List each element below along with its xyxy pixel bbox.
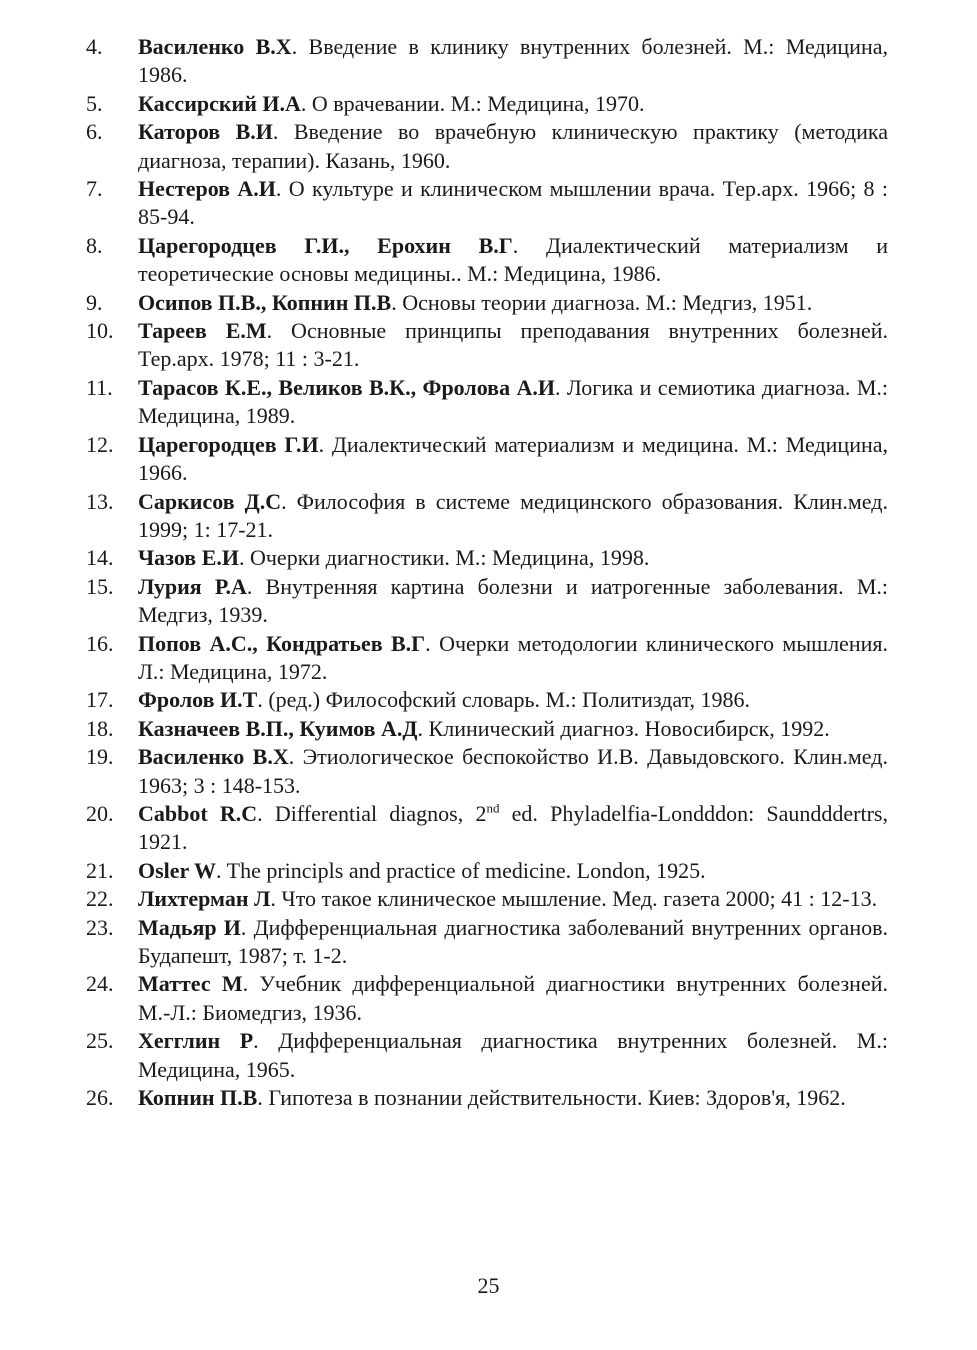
reference-item: [86, 118, 888, 175]
reference-authors: Казначеев В.П., Куимов А.Д: [138, 715, 418, 741]
reference-authors: Маттес М: [138, 971, 243, 997]
reference-item: [86, 544, 888, 572]
reference-text: . О врачевании. М.: Медицина, 1970.: [300, 90, 645, 116]
reference-number: 26.: [86, 1085, 114, 1111]
reference-number: 25.: [86, 1028, 114, 1054]
reference-number: 16.: [86, 630, 114, 656]
reference-number: 24.: [86, 971, 114, 997]
reference-authors: Мадьяр И: [138, 914, 241, 940]
reference-text: . Основные принципы преподавания внутренних болезней. Тер.арх. 1978; 11 : 3-21.: [138, 318, 889, 372]
reference-authors: Нестеров А.И: [138, 176, 276, 202]
reference-authors: Василенко В.Х: [138, 34, 292, 59]
reference-text: . Философия в системе медицинского образования. Клин.мед. 1999; 1: 17-21.: [138, 488, 888, 542]
reference-item: [86, 289, 888, 317]
reference-text: . Логика и семиотика диагноза. М.: Медицина, 1989.: [138, 374, 888, 429]
reference-authors: Тарасов К.Е., Великов В.К., Фролова А.И: [138, 374, 555, 400]
reference-number: 10.: [86, 318, 114, 344]
reference-item: [86, 431, 888, 488]
reference-number: 9.: [86, 289, 103, 315]
reference-text: . Диалектический материализм и теоретические основы медицины.. М.: Медицина, 1986.: [138, 232, 888, 287]
reference-text: . Введение в клинику внутренних болезней. М.: Медицина, 1986.: [138, 34, 888, 88]
reference-authors: Кассирский И.А: [138, 90, 301, 116]
reference-item: [86, 885, 888, 913]
superscript-ordinal: nd: [486, 800, 500, 816]
reference-number: 11.: [86, 374, 113, 400]
reference-number: 6.: [86, 119, 103, 145]
reference-number: 23.: [86, 914, 114, 940]
reference-authors: Копнин П.В: [138, 1085, 258, 1111]
reference-number: 14.: [86, 545, 114, 571]
reference-number: 19.: [86, 744, 114, 770]
reference-number: 4.: [86, 34, 103, 59]
reference-text: . Очерки методологии клинического мышления. Л.: Медицина, 1972.: [138, 630, 888, 684]
reference-item: [86, 686, 888, 714]
reference-authors: Osler W: [138, 857, 217, 883]
reference-text: . Дифференциальная диагностика заболеваний внутренних органов. Будапешт, 1987; т. 1-2.: [138, 914, 888, 968]
reference-number: 22.: [86, 886, 114, 912]
reference-authors: Cabbot R.C: [138, 800, 258, 826]
reference-text: . (ред.) Философский словарь. М.: Политиздат, 1986.: [257, 687, 751, 713]
reference-number: 17.: [86, 687, 114, 713]
reference-item: [86, 175, 888, 232]
reference-item: [86, 33, 888, 90]
reference-text: . Очерки диагностики. М.: Медицина, 1998.: [238, 545, 650, 571]
reference-number: 7.: [86, 176, 103, 202]
reference-item: [86, 800, 888, 857]
reference-number: 15.: [86, 573, 114, 599]
reference-authors: Царегородцев Г.И: [138, 431, 319, 457]
reference-text: . Внутренняя картина болезни и иатрогенные заболевания. М.: Медгиз, 1939.: [138, 573, 889, 628]
reference-text: . Гипотеза в познании действительности. Киев: Здоров'я, 1962.: [257, 1085, 846, 1111]
reference-authors: Тареев Е.М: [138, 318, 267, 344]
reference-authors: Лурия Р.А: [138, 573, 247, 599]
reference-number: 21.: [86, 857, 114, 883]
reference-text: . О культуре и клиническом мышлении врача. Тер.арх. 1966; 8 : 85-94.: [138, 176, 888, 230]
reference-authors: Царегородцев Г.И., Ерохин В.Г: [138, 232, 513, 258]
reference-item: [86, 743, 888, 800]
reference-item: [86, 573, 888, 630]
reference-authors: Лихтерман Л: [138, 886, 271, 912]
reference-item: [86, 1084, 888, 1112]
reference-text: . Учебник дифференциальной диагностики внутренних болезней. М.-Л.: Биомедгиз, 1936.: [138, 971, 888, 1025]
reference-number: 12.: [86, 431, 114, 457]
reference-text: . Диалектический материализм и медицина. М.: Медицина, 1966.: [138, 431, 888, 486]
reference-number: 8.: [86, 232, 103, 258]
reference-authors: Василенко В.Х: [138, 744, 289, 770]
reference-list: [86, 33, 888, 1112]
reference-text: . Дифференциальная диагностика внутренних болезней. М.: Медицина, 1965.: [138, 1028, 888, 1082]
reference-item: [86, 857, 888, 885]
reference-text: . The principls and practice of medicine. London, 1925.: [216, 857, 706, 883]
reference-number: 13.: [86, 488, 114, 514]
reference-text: . Что такое клиническое мышление. Мед. газета 2000; 41 : 12-13.: [270, 886, 878, 912]
reference-number: 18.: [86, 715, 114, 741]
reference-text-continued: ed. Phyladelfia-Londddon: Saundddertrs, 1921.: [138, 800, 888, 855]
reference-text: . Клинический диагноз. Новосибирск, 1992.: [417, 715, 830, 741]
reference-item: [86, 914, 888, 971]
reference-item: [86, 715, 888, 743]
reference-item: [86, 232, 888, 289]
reference-text: . Differential diagnos, 2: [257, 800, 487, 826]
reference-authors: Саркисов Д.С: [138, 488, 282, 514]
reference-authors: Попов А.С., Кондратьев В.Г: [138, 630, 426, 656]
reference-item: [86, 90, 888, 118]
reference-item: [86, 317, 888, 374]
reference-item: [86, 374, 888, 431]
reference-item: [86, 488, 888, 545]
reference-authors: Фролов И.Т: [138, 687, 258, 713]
reference-authors: Осипов П.В., Копнин П.В: [138, 289, 392, 315]
reference-number: 5.: [86, 90, 103, 116]
reference-authors: Чазов Е.И: [138, 545, 239, 571]
reference-item: [86, 1027, 888, 1084]
reference-text: . Основы теории диагноза. М.: Медгиз, 1951.: [391, 289, 813, 315]
reference-authors: Хегглин Р: [138, 1028, 254, 1054]
reference-number: 20.: [86, 800, 114, 826]
reference-item: [86, 970, 888, 1027]
reference-authors: Каторов В.И: [138, 119, 273, 145]
reference-text: . Введение во врачебную клиническую практику (методика диагноза, терапии). Казань, 1960.: [138, 119, 888, 173]
reference-item: [86, 630, 888, 687]
page-number: 25: [477, 1273, 500, 1298]
reference-text: . Этиологическое беспокойство И.В. Давыдовского. Клин.мед. 1963; 3 : 148-153.: [138, 744, 888, 798]
